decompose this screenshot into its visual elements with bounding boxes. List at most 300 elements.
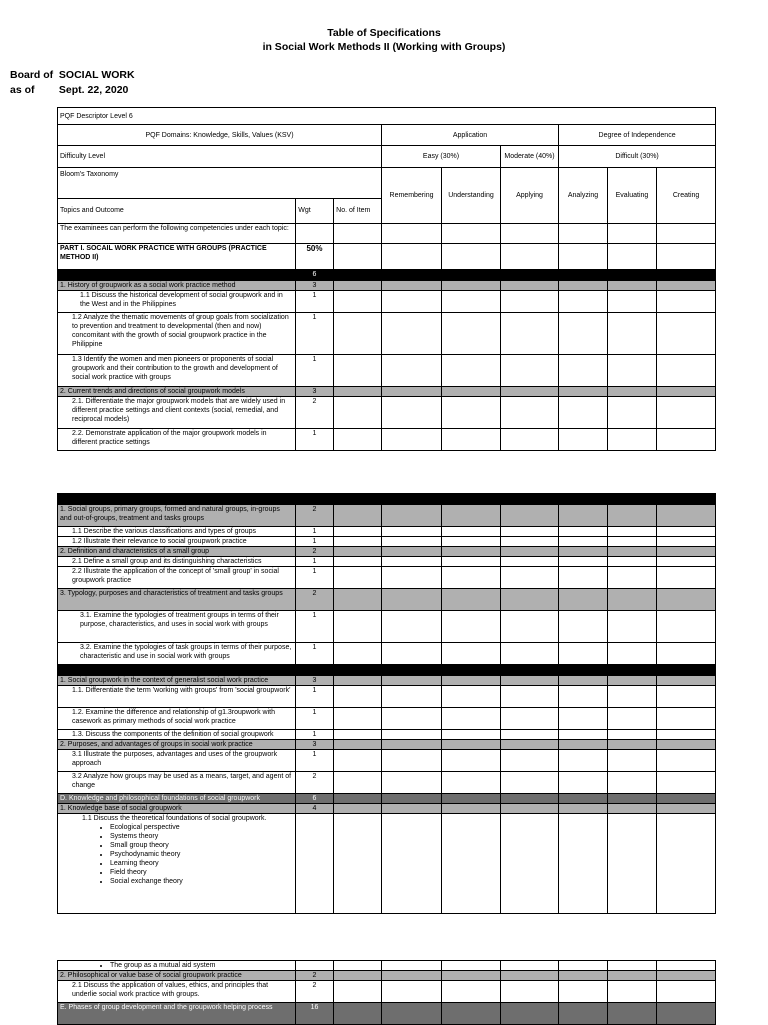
theory-bullet: • Learning theory (110, 859, 293, 868)
table-row (58, 665, 716, 676)
pqf-level: PQF Descriptor Level 6 (58, 108, 716, 125)
empty-cell (608, 665, 657, 676)
topic-cell: 1.2. Examine the difference and relationship of g1.3roupwork with casework as primary methods of social work practice (58, 708, 296, 730)
table-row (58, 730, 716, 740)
empty-cell (442, 589, 501, 611)
empty-cell (608, 676, 657, 686)
empty-cell (608, 527, 657, 537)
empty-cell (608, 981, 657, 1003)
empty-cell (334, 429, 382, 451)
table-row (58, 387, 716, 397)
topic-cell: E. Phases of group development and the groupwork helping process (58, 1003, 296, 1025)
empty-cell (608, 740, 657, 750)
weight-cell: 3 (296, 281, 334, 291)
table-row (58, 971, 716, 981)
empty-cell (382, 1003, 442, 1025)
topic-cell: 2. Purposes, and advantages of groups in social work practice (58, 740, 296, 750)
table-row (58, 750, 716, 772)
empty-cell (657, 804, 716, 814)
topic-cell: 3.2. Examine the typologies of task groups in terms of their purpose, characteristic and use in social work with groups (58, 643, 296, 665)
pqf-domains: PQF Domains: Knowledge, Skills, Values (KSV) (58, 125, 382, 146)
empty-cell (442, 547, 501, 557)
topics-label: Topics and Outcome (60, 207, 124, 214)
empty-cell (442, 397, 501, 429)
topic-cell (58, 270, 296, 281)
table-row (58, 313, 716, 355)
topic-cell: 1. Knowledge base of social groupwork (58, 804, 296, 814)
empty-cell (501, 557, 559, 567)
empty-cell (382, 387, 442, 397)
empty-cell (442, 981, 501, 1003)
empty-cell (442, 313, 501, 355)
wgt-label: Wgt (295, 199, 333, 223)
empty-cell (382, 291, 442, 313)
theory-bullet: • Ecological perspective (110, 823, 293, 832)
empty-cell (501, 794, 559, 804)
empty-cell (608, 971, 657, 981)
empty-cell (608, 291, 657, 313)
part1-row (58, 244, 716, 270)
topic-cell: 2.2. Demonstrate application of the major groupwork models in different practice settings (58, 429, 296, 451)
difficult-label: Difficult (30%) (559, 146, 716, 168)
theory-bullet: • Field theory (110, 868, 293, 877)
empty-cell (501, 281, 559, 291)
empty-cell (442, 291, 501, 313)
doc-subtitle: in Social Work Methods II (Working with Groups) (262, 41, 506, 53)
empty-cell (608, 387, 657, 397)
empty-cell (501, 804, 559, 814)
empty-cell (442, 740, 501, 750)
empty-cell (382, 665, 442, 676)
empty-cell (382, 750, 442, 772)
empty-cell (501, 355, 559, 387)
empty-cell (382, 589, 442, 611)
weight-cell: 3 (296, 740, 334, 750)
table-row (58, 557, 716, 567)
asof-value: Sept. 22, 2020 (58, 84, 129, 96)
empty-cell (501, 270, 559, 281)
topic-cell: 1. History of groupwork as a social work practice method (58, 281, 296, 291)
table-row (58, 527, 716, 537)
empty-cell (382, 971, 442, 981)
weight-cell: 2 (296, 772, 334, 794)
weight-cell: 6 (296, 270, 334, 281)
table-row (58, 567, 716, 589)
empty-cell (559, 527, 608, 537)
empty-cell (559, 772, 608, 794)
empty-cell (559, 794, 608, 804)
empty-cell (382, 772, 442, 794)
empty-cell (501, 527, 559, 537)
empty-cell (442, 708, 501, 730)
table-row (58, 589, 716, 611)
part1-title: PART I. SOCAIL WORK PRACTICE WITH GROUPS (PRACTICE METHOD II) (58, 244, 296, 270)
examinees-text: The examinees can perform the following competencies under each topic: (58, 224, 296, 244)
empty-cell (657, 397, 716, 429)
empty-cell (608, 1003, 657, 1025)
topic-cell: 2. Philosophical or value base of social groupwork practice (58, 971, 296, 981)
weight-cell: 1 (296, 537, 334, 547)
empty-cell (334, 589, 382, 611)
empty-cell (442, 1003, 501, 1025)
empty-cell (334, 708, 382, 730)
weight-cell: 1 (296, 643, 334, 665)
empty-cell (334, 971, 382, 981)
empty-cell (608, 557, 657, 567)
empty-cell (657, 505, 716, 527)
empty-cell (334, 1003, 382, 1025)
empty-cell (442, 281, 501, 291)
empty-cell (334, 750, 382, 772)
empty-cell (382, 537, 442, 547)
empty-cell (501, 537, 559, 547)
blooms-cell (58, 168, 382, 224)
empty-cell (657, 494, 716, 505)
empty-cell (334, 686, 382, 708)
table-row (58, 611, 716, 643)
blooms-row (58, 168, 716, 224)
empty-cell (334, 291, 382, 313)
doc-title: Table of Specifications (327, 27, 441, 39)
empty-cell (608, 270, 657, 281)
empty-cell (442, 527, 501, 537)
empty-cell (334, 547, 382, 557)
empty-cell (501, 567, 559, 589)
empty-cell (442, 537, 501, 547)
empty-cell (657, 355, 716, 387)
empty-cell (608, 397, 657, 429)
empty-cell (657, 794, 716, 804)
empty-cell (559, 665, 608, 676)
empty-cell (608, 589, 657, 611)
spec-table-1 (57, 107, 716, 451)
empty-cell (442, 961, 501, 971)
empty-cell (334, 557, 382, 567)
weight-cell: 2 (296, 981, 334, 1003)
spec-table-3 (57, 960, 716, 1025)
empty-cell (608, 547, 657, 557)
empty-cell (608, 611, 657, 643)
empty-cell (657, 750, 716, 772)
empty-cell (608, 730, 657, 740)
empty-cell (608, 643, 657, 665)
empty-cell (501, 643, 559, 665)
empty-cell (559, 961, 608, 971)
empty-cell (334, 387, 382, 397)
empty-cell (382, 313, 442, 355)
table-row (58, 270, 716, 281)
empty-cell (501, 665, 559, 676)
empty-cell (442, 567, 501, 589)
empty-cell (657, 1003, 716, 1025)
table-row (58, 547, 716, 557)
empty-cell (334, 804, 382, 814)
table-row (58, 794, 716, 804)
empty-cell (382, 281, 442, 291)
table-row (58, 505, 716, 527)
empty-cell (382, 527, 442, 537)
table-row (58, 281, 716, 291)
board-value: SOCIAL WORK (58, 69, 135, 81)
empty-cell (608, 505, 657, 527)
empty-cell (334, 355, 382, 387)
empty-cell (559, 708, 608, 730)
weight-cell: 3 (296, 676, 334, 686)
empty-cell (334, 981, 382, 1003)
empty-cell (442, 429, 501, 451)
weight-cell: 1 (296, 429, 334, 451)
theory-bullet: • Small group theory (110, 841, 293, 850)
empty-cell (501, 387, 559, 397)
topic-cell: D. Knowledge and philosophical foundations of social groupwork (58, 794, 296, 804)
empty-cell (382, 429, 442, 451)
table-row (58, 772, 716, 794)
weight-cell: 1 (296, 313, 334, 355)
empty-cell (559, 557, 608, 567)
empty-cell (501, 971, 559, 981)
empty-cell (608, 708, 657, 730)
empty-cell (657, 961, 716, 971)
table-row (58, 355, 716, 387)
empty-cell (442, 665, 501, 676)
empty-cell (334, 643, 382, 665)
empty-cell (382, 730, 442, 740)
topic-cell: 2.1 Define a small group and its distinguishing characteristics (58, 557, 296, 567)
weight-cell: 1 (296, 527, 334, 537)
weight-cell: 2 (296, 589, 334, 611)
empty-cell (501, 1003, 559, 1025)
empty-cell (608, 750, 657, 772)
topic-cell: 1.1 Discuss the historical development of social groupwork and in the West and in the Philippines (58, 291, 296, 313)
topic-cell (58, 665, 296, 676)
topics-header (58, 199, 381, 223)
empty-cell (657, 589, 716, 611)
topic-cell: 1.3 Identify the women and men pioneers or proponents of social groupwork and their contribution to the growth and development of social work practice with groups (58, 355, 296, 387)
empty-cell (442, 971, 501, 981)
empty-cell (334, 961, 382, 971)
empty-cell (657, 387, 716, 397)
empty-cell (657, 547, 716, 557)
topic-cell: 3.1. Examine the typologies of treatment groups in terms of their purpose, characteristics, and uses in social work with groups (58, 611, 296, 643)
table-row (58, 397, 716, 429)
empty-cell (382, 557, 442, 567)
empty-cell (657, 971, 716, 981)
weight-cell: 2 (296, 547, 334, 557)
empty-cell (657, 557, 716, 567)
topic-cell: 3.1 Illustrate the purposes, advantages and uses of the groupwork approach (58, 750, 296, 772)
empty-cell (501, 397, 559, 429)
empty-cell (608, 313, 657, 355)
empty-cell (657, 643, 716, 665)
empty-cell (608, 281, 657, 291)
empty-cell (559, 494, 608, 505)
pqf-domains-row (58, 125, 716, 146)
empty-cell (559, 611, 608, 643)
empty-cell (657, 686, 716, 708)
weight-cell: 1 (296, 611, 334, 643)
empty-cell (442, 804, 501, 814)
theory-bullet: • Psychodynamic theory (110, 850, 293, 859)
topic-cell (58, 961, 296, 971)
empty-cell (334, 494, 382, 505)
empty-cell (657, 611, 716, 643)
empty-cell (442, 772, 501, 794)
board-label: Board of (10, 69, 54, 81)
independence-header: Degree of Independence (559, 125, 716, 146)
topic-cell: 1.2 Analyze the thematic movements of group goals from socialization to prevention and treatment to developmental (then and now) concomitant with the growth of social groupwork practice in the Philippine (58, 313, 296, 355)
empty-cell (501, 772, 559, 794)
empty-cell (501, 730, 559, 740)
empty-cell (608, 804, 657, 814)
empty-cell (334, 665, 382, 676)
empty-cell (657, 665, 716, 676)
empty-cell (559, 270, 608, 281)
empty-cell (657, 281, 716, 291)
topic-cell: 1. Social groupwork in the context of generalist social work practice (58, 676, 296, 686)
empty-cell (442, 676, 501, 686)
table-row (58, 676, 716, 686)
topic-cell: 1.1. Differentiate the term 'working with groups' from 'social groupwork' (58, 686, 296, 708)
weight-cell: 1 (296, 730, 334, 740)
empty-cell (559, 750, 608, 772)
empty-cell (501, 547, 559, 557)
empty-cell (334, 567, 382, 589)
weight-cell (296, 665, 334, 676)
weight-cell: 1 (296, 750, 334, 772)
topic-cell: 1.3. Discuss the components of the definition of social groupwork (58, 730, 296, 740)
examinees-row (58, 224, 716, 244)
table-row (58, 494, 716, 505)
empty-cell (334, 794, 382, 804)
board-line (10, 69, 135, 81)
empty-cell (657, 429, 716, 451)
empty-cell (442, 611, 501, 643)
empty-cell (382, 708, 442, 730)
topic-cell: 1.1 Describe the various classifications and types of groups (58, 527, 296, 537)
empty-cell (442, 686, 501, 708)
empty-cell (608, 772, 657, 794)
empty-cell (382, 547, 442, 557)
theory-bullet: • Social exchange theory (110, 877, 293, 886)
weight-cell (296, 494, 334, 505)
empty-cell (334, 740, 382, 750)
weight-cell: 1 (296, 708, 334, 730)
table-row (58, 429, 716, 451)
empty-cell (501, 429, 559, 451)
topic-cell: 2.1. Differentiate the major groupwork models that are widely used in different practice settings and client contexts (social, remedial, and reciprocal models) (58, 397, 296, 429)
empty-cell (608, 537, 657, 547)
weight-cell (296, 961, 334, 971)
empty-cell (657, 676, 716, 686)
empty-cell (501, 505, 559, 527)
empty-cell (559, 547, 608, 557)
empty-cell (334, 313, 382, 355)
moderate-label: Moderate (40%) (501, 146, 559, 168)
empty-cell (608, 494, 657, 505)
empty-cell (334, 676, 382, 686)
items-label: No. of Item (333, 199, 381, 223)
empty-cell (334, 505, 382, 527)
spec-table-2 (57, 493, 716, 914)
level-remembering: Remembering (382, 168, 442, 224)
empty-cell (382, 676, 442, 686)
empty-cell (501, 708, 559, 730)
empty-cell (608, 961, 657, 971)
empty-cell (334, 730, 382, 740)
table-row (58, 1003, 716, 1025)
table-row (58, 740, 716, 750)
asof-line (10, 84, 128, 96)
empty-cell (501, 961, 559, 971)
empty-cell (657, 772, 716, 794)
empty-cell (657, 567, 716, 589)
empty-cell (559, 397, 608, 429)
empty-cell (382, 804, 442, 814)
empty-cell (382, 494, 442, 505)
table-row (58, 291, 716, 313)
empty-cell (559, 643, 608, 665)
topic-cell: 2.1 Discuss the application of values, ethics, and principles that underlie social work practice with groups. (58, 981, 296, 1003)
empty-cell (657, 708, 716, 730)
weight-cell: 2 (296, 397, 334, 429)
empty-cell (442, 387, 501, 397)
empty-cell (657, 291, 716, 313)
empty-cell (559, 387, 608, 397)
empty-cell (657, 270, 716, 281)
weight-cell: 3 (296, 387, 334, 397)
theory-list (60, 823, 293, 886)
empty-cell (382, 397, 442, 429)
empty-cell (501, 676, 559, 686)
empty-cell (559, 429, 608, 451)
empty-cell (334, 527, 382, 537)
empty-cell (559, 676, 608, 686)
empty-cell (559, 740, 608, 750)
empty-cell (382, 270, 442, 281)
empty-cell (501, 494, 559, 505)
application-header: Application (382, 125, 559, 146)
topic-cell: 1. Social groups, primary groups, formed and natural groups, in-groups and out-of-groups, treatment and tasks groups (58, 505, 296, 527)
table-row (58, 981, 716, 1003)
topic-cell: 2.2 Illustrate the application of the concept of 'small group' in social groupwork practice (58, 567, 296, 589)
table-row (58, 804, 716, 814)
empty-cell (501, 589, 559, 611)
empty-cell (442, 270, 501, 281)
weight-cell: 1 (296, 557, 334, 567)
empty-cell (559, 981, 608, 1003)
empty-cell (657, 730, 716, 740)
empty-cell (501, 981, 559, 1003)
difficulty-row (58, 146, 716, 168)
empty-cell (382, 643, 442, 665)
empty-cell (559, 730, 608, 740)
empty-cell (559, 313, 608, 355)
topic-cell: 1.2 Illustrate their relevance to social groupwork practice (58, 537, 296, 547)
empty-cell (559, 281, 608, 291)
theory-bullet: • Systems theory (110, 832, 293, 841)
empty-cell (501, 686, 559, 708)
empty-cell (382, 505, 442, 527)
table-row (58, 686, 716, 708)
empty-cell (608, 429, 657, 451)
empty-cell (559, 804, 608, 814)
weight-cell: 1 (296, 567, 334, 589)
theory-cell (58, 814, 296, 914)
weight-cell: 2 (296, 971, 334, 981)
level-understanding: Understanding (442, 168, 501, 224)
empty-cell (501, 740, 559, 750)
empty-cell (442, 794, 501, 804)
